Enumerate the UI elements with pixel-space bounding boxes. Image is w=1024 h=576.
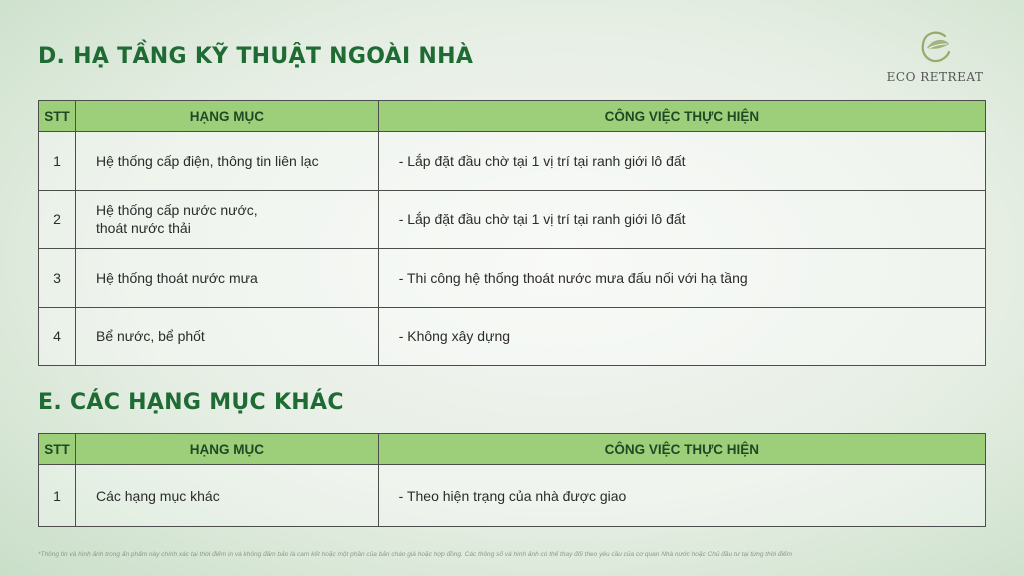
header-stt: STT [39,434,76,465]
table-header-row [39,101,986,132]
table-row [39,190,986,249]
table-row [39,307,986,366]
header-work: CÔNG VIỆC THỰC HIỆN [378,434,985,465]
row-work: - Lắp đặt đầu chờ tại 1 vị trí tại ranh giới lô đất [378,132,985,191]
logo-text: ECO RETREAT [886,70,984,84]
section-d-title: D. HẠ TẦNG KỸ THUẬT NGOÀI NHÀ [38,44,474,69]
header-work: CÔNG VIỆC THỰC HIỆN [378,101,985,132]
eco-retreat-logo [880,28,990,84]
row-stt: 1 [39,465,76,527]
disclaimer-footnote: *Thông tin và hình ảnh trong ấn phẩm này chính xác tại thời điểm in và không đảm bảo là cam kết hoặc một phần của bản chào giá hoặc hợp đồng. Các thông số và hình ảnh có thể thay đổi theo yêu cầu của cơ quan Nhà nước hoặc Chủ đầu tư tại từng thời điểm [38,551,792,558]
row-item: Các hạng mục khác [75,465,378,527]
section-d-table [38,100,986,366]
row-item-line-2: thoát nước thải [95,220,191,237]
row-work: - Thi công hệ thống thoát nước mưa đấu nối với hạ tầng [378,249,985,308]
leaf-e-logo-icon [917,28,953,66]
header-item: HẠNG MỤC [75,434,378,465]
row-work: - Theo hiện trạng của nhà được giao [378,465,985,527]
table-row [39,249,986,308]
header-item: HẠNG MỤC [75,101,378,132]
row-work: - Lắp đặt đầu chờ tại 1 vị trí tại ranh giới lô đất [378,190,985,249]
header-stt: STT [39,101,76,132]
table-row [39,465,986,527]
section-e-table [38,433,986,527]
row-item: Hệ thống cấp điện, thông tin liên lạc [75,132,378,191]
row-stt: 1 [39,132,76,191]
row-item [75,190,378,249]
row-item: Bể nước, bể phốt [75,307,378,366]
table-row [39,132,986,191]
row-item: Hệ thống thoát nước mưa [75,249,378,308]
row-stt: 2 [39,190,76,249]
section-e-title: E. CÁC HẠNG MỤC KHÁC [38,390,344,415]
row-stt: 4 [39,307,76,366]
table-header-row [39,434,986,465]
row-item-line-1: Hệ thống cấp nước nước, [95,202,258,219]
row-work: - Không xây dựng [378,307,985,366]
row-stt: 3 [39,249,76,308]
